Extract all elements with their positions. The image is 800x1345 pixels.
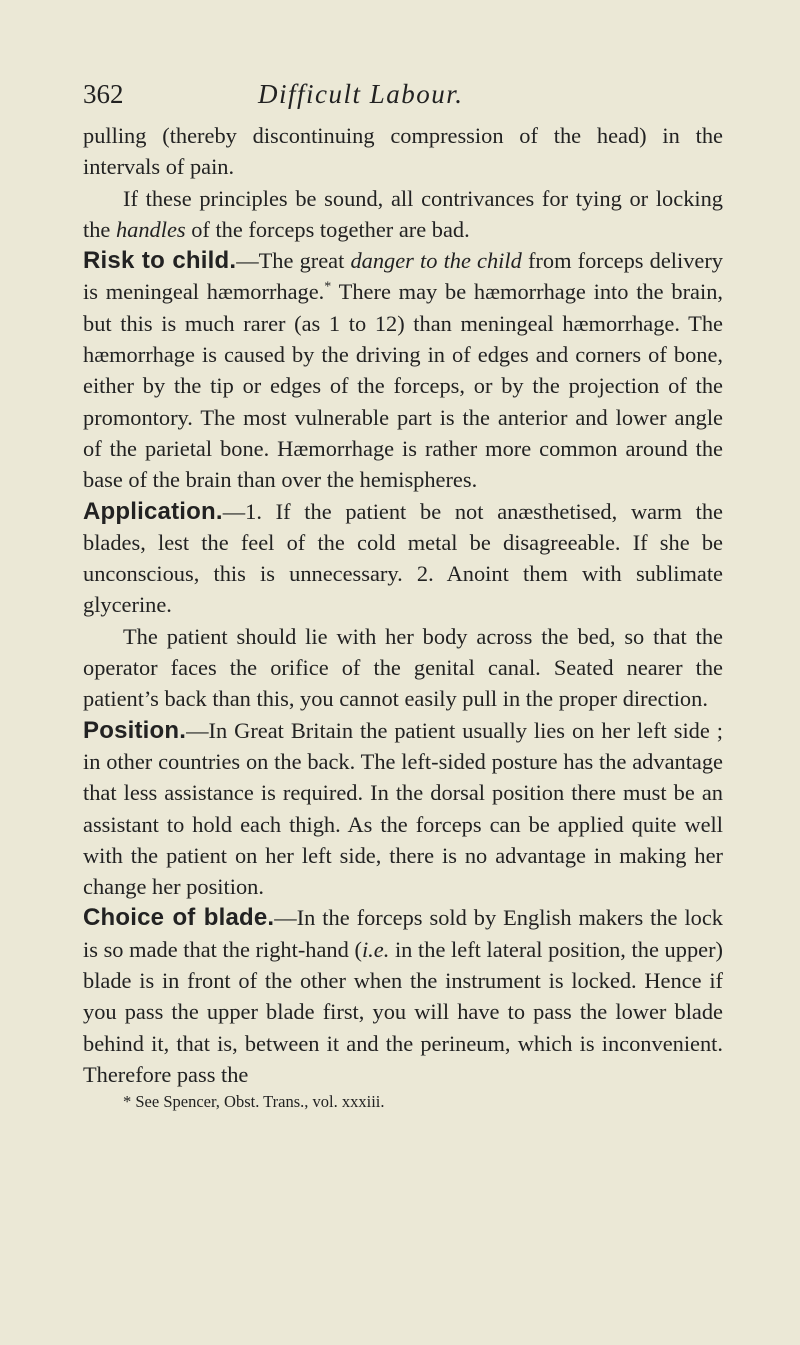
paragraph-position — [83, 715, 723, 903]
footnote: * See Spencer, Obst. Trans., vol. xxxiii. — [123, 1092, 385, 1112]
italic-term: danger to the child — [350, 248, 522, 274]
paragraph-text: in the left lateral position, the upper) blade is in front of the other when the instrument is locked. Hence if you pass the upper blade first, you will have to pass the lower blade behind it, that is, between it and the perineum, which is inconvenient. Therefore pass the — [83, 936, 723, 1087]
side-heading-position: Position. — [83, 716, 187, 744]
italic-term: handles — [115, 216, 186, 242]
paragraph-text: If these principles be sound, all contrivances for tying or locking the — [83, 185, 723, 242]
paragraph-continuation — [83, 120, 723, 183]
side-heading-choice-of-blade: Choice of blade. — [83, 904, 275, 932]
paragraph-text: —The great — [236, 248, 351, 274]
body-text — [83, 120, 723, 1090]
paragraph-text: pulling (thereby discontinuing compression of the head) in the intervals of pain. — [83, 123, 723, 180]
side-heading-risk: Risk to child. — [83, 247, 237, 275]
paragraph-text: from forceps delivery is meningeal hæmorrhage. — [83, 248, 723, 305]
paragraph-application — [83, 496, 723, 621]
footnote-marker: * — [324, 280, 332, 296]
side-heading-application: Application. — [83, 497, 223, 525]
paragraph-risk-to-child — [83, 245, 723, 495]
running-head — [83, 76, 723, 120]
paragraph-text: —In Great Britain the patient usually lies on her left side ; in other countries on the back. The left-sided posture has the advantage that less assistance is required. In the dorsal position there must be an assistant to hold each thigh. As the forceps can be applied quite well with the patient on her left side, there is no advantage in making her change her position. — [83, 717, 723, 900]
paragraph-text: —In the forceps sold by English makers the lock is so made that the right-hand ( — [83, 905, 723, 962]
paragraph-forceps-handles — [83, 183, 723, 246]
paragraph-text: The patient should lie with her body across the bed, so that the operator faces the orifice of the genital canal. Seated nearer the patient’s back than this, you cannot easily pull in the proper direction. — [83, 623, 723, 712]
paragraph-text: —1. If the patient be not anæsthetised, warm the blades, lest the feel of the cold metal be disagreeable. If she be unconscious, this is unnecessary. 2. Anoint them with sublimate glycerine. — [83, 498, 723, 618]
paragraph-text: There may be hæmorrhage into the brain, but this is much rarer (as 1 to 12) than meningeal hæmorrhage. The hæmorrhage is caused by the driving in of edges and corners of bone, either by the tip or edges of the forceps, or by the projection of the promontory. The most vulnerable part is the anterior and lower angle of the parietal bone. Hæmorrhage is rather more common around the base of the brain than over the hemispheres. — [83, 279, 723, 493]
book-page — [83, 76, 723, 1114]
paragraph-patient-placement — [83, 621, 723, 715]
paragraph-text: of the forceps together are bad. — [185, 216, 470, 242]
italic-term: i.e. — [361, 936, 390, 962]
page-number: 362 — [83, 79, 124, 109]
paragraph-choice-of-blade — [83, 902, 723, 1090]
running-title: Difficult Labour. — [258, 79, 464, 109]
